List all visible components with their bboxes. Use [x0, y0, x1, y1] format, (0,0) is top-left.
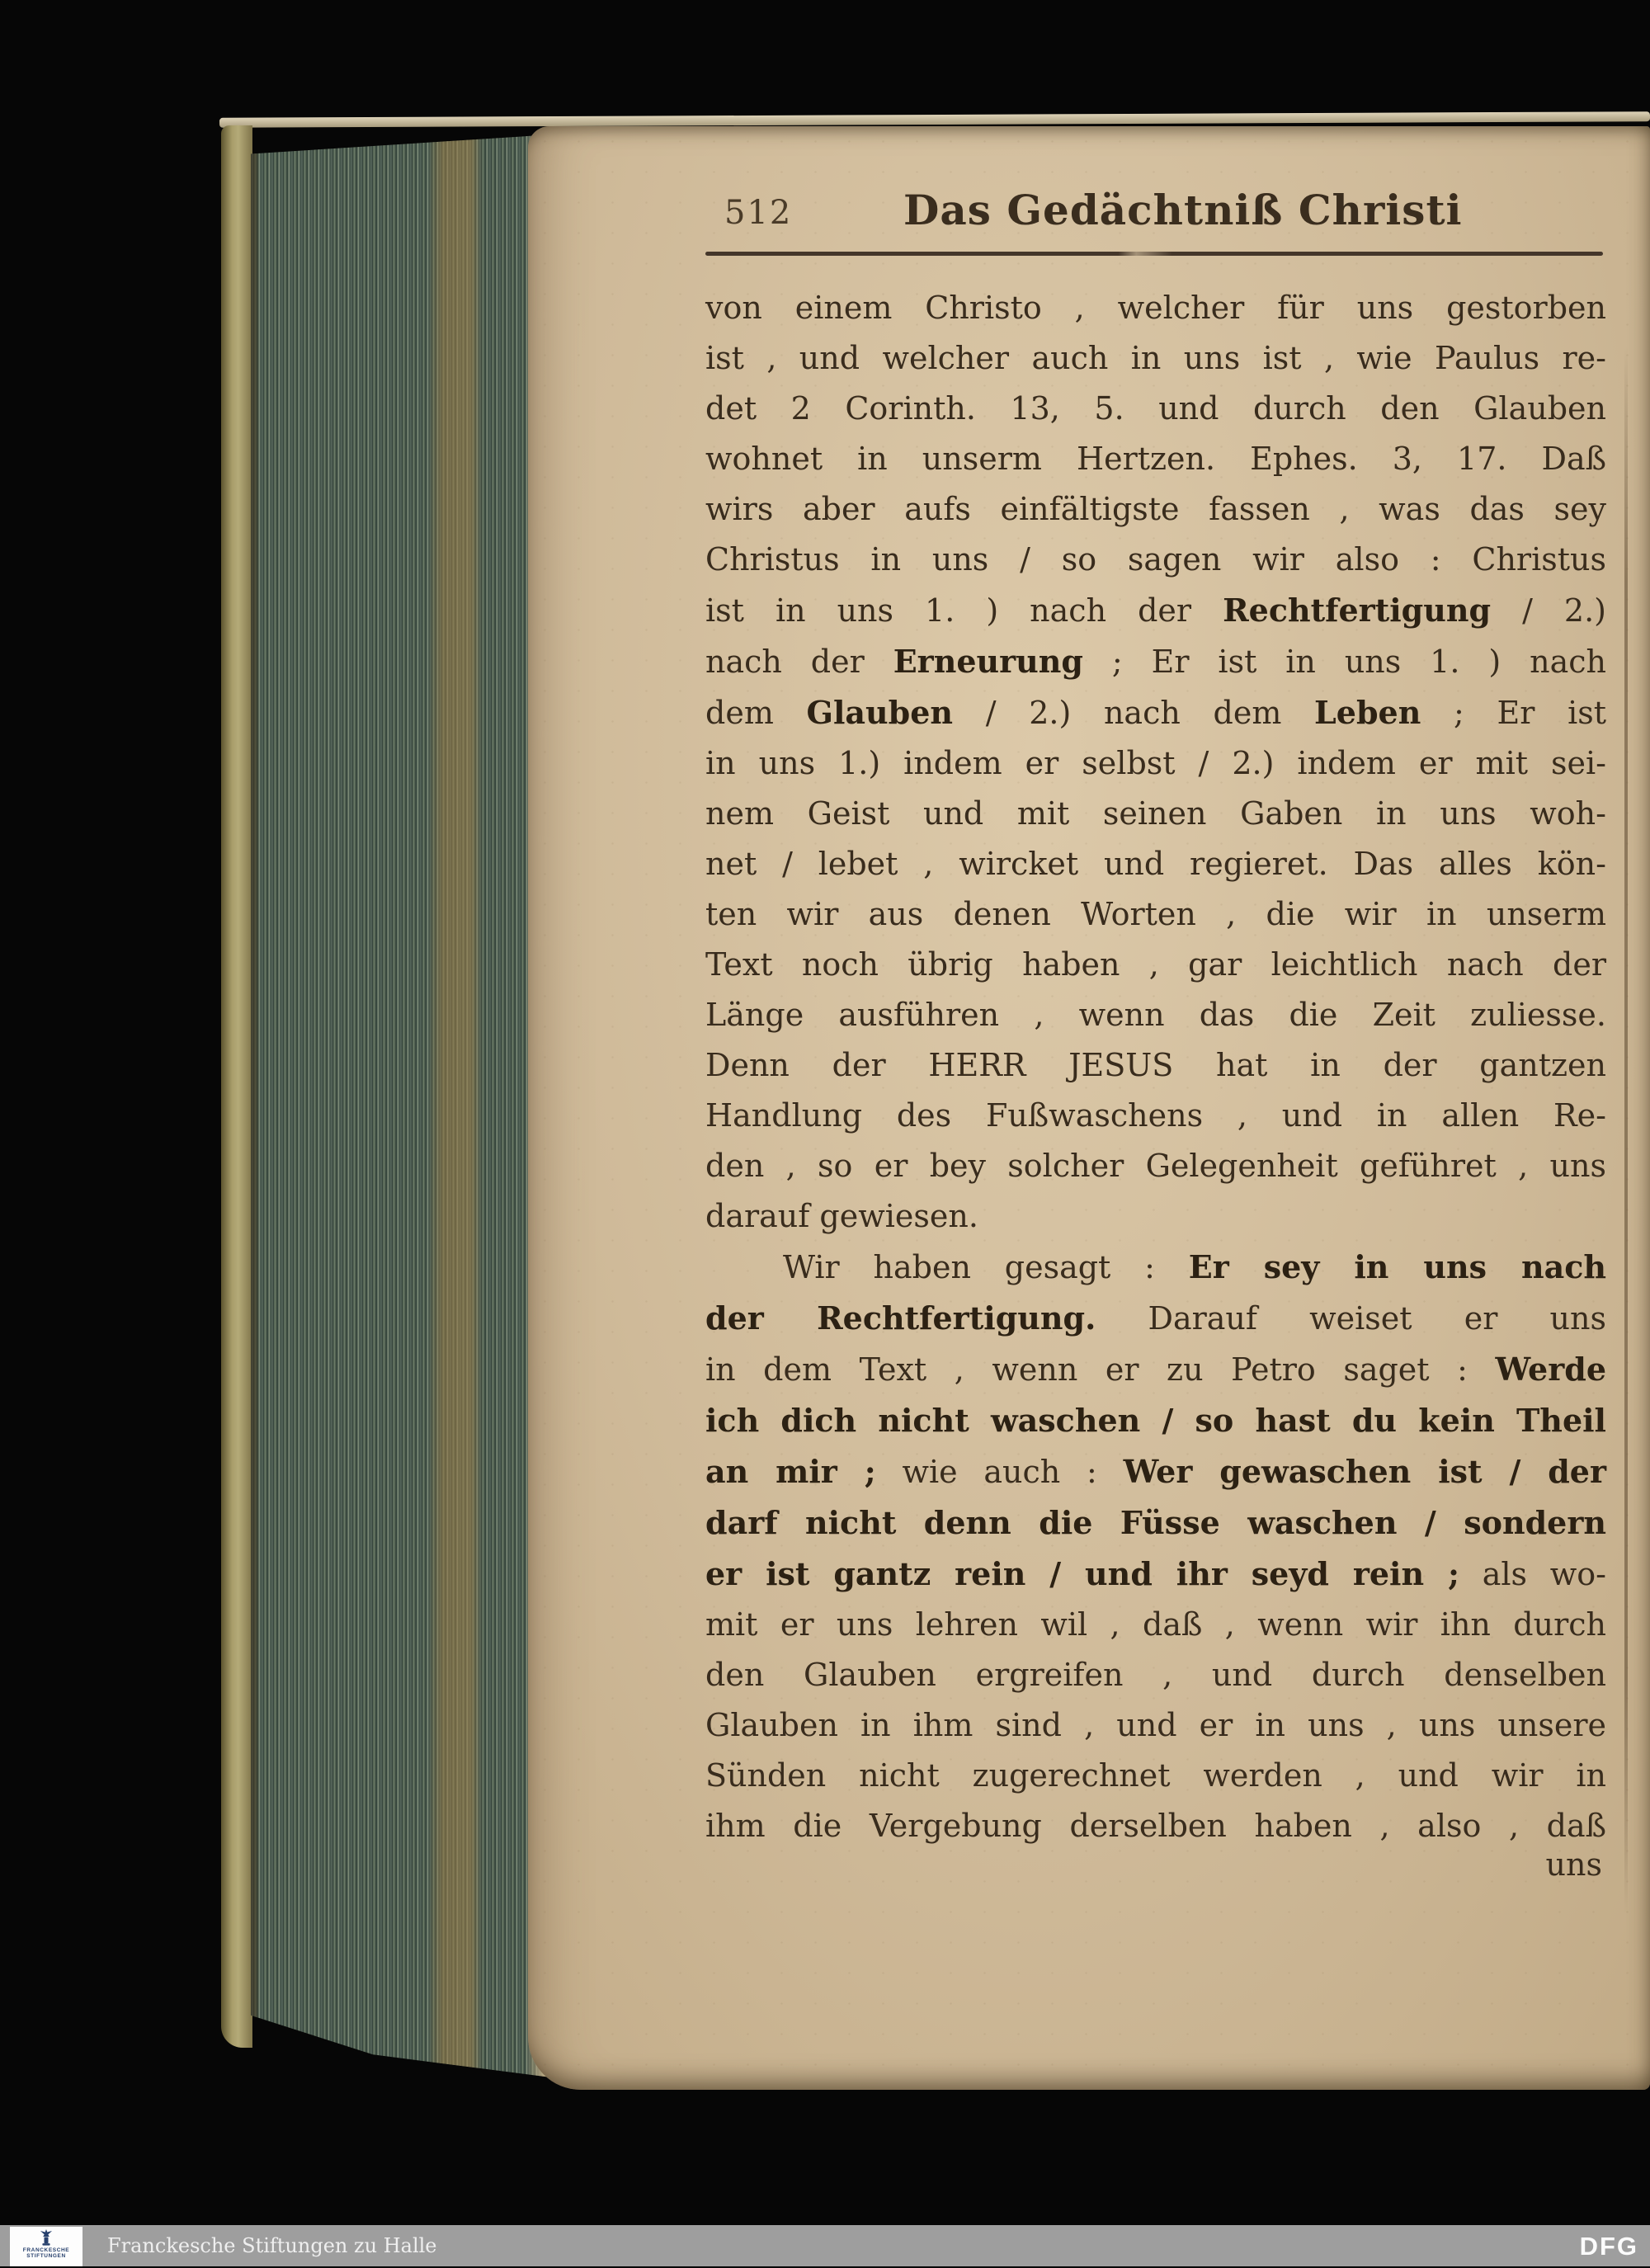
page-number: 512: [724, 194, 793, 232]
dfg-logo: DFG: [1579, 2232, 1638, 2261]
logo-caption-line1: FRANCKESCHE: [22, 2247, 70, 2253]
text-line: ist , und welcher auch in uns ist , wie Paulus re-: [705, 340, 1606, 376]
logo-caption: [23, 2247, 69, 2259]
text-line: ten wir aus denen Worten , die wir in unserm: [705, 896, 1606, 932]
running-header: Das Gedächtniß Christi: [903, 186, 1463, 234]
text-line: dem Glauben / 2.) nach dem Leben ; Er ist: [705, 694, 1606, 731]
text-line: er ist gantz rein / und ihr seyd rein ; als wo-: [705, 1555, 1607, 1592]
text-line: den Glauben ergreifen , und durch denselben: [705, 1657, 1606, 1693]
text-line: darf nicht denn die Füsse waschen / sondern: [705, 1504, 1606, 1541]
eagle-icon: [38, 2228, 54, 2247]
text-line: nach der Erneurung ; Er ist in uns 1. ) nach: [705, 643, 1606, 680]
text-line: ist in uns 1. ) nach der Rechtfertigung / 2.): [705, 592, 1606, 629]
text-line: Länge ausführen , wenn das die Zeit zuliesse.: [705, 997, 1606, 1033]
text-line: an mir ; wie auch : Wer gewaschen ist / der: [705, 1453, 1607, 1490]
gutter-crease: [1624, 347, 1628, 1914]
text-line: in uns 1.) indem er selbst / 2.) indem er mit sei-: [705, 745, 1606, 781]
book-page: [528, 126, 1650, 2090]
text-line: ihm die Vergebung derselben haben , also , daß: [705, 1808, 1606, 1844]
book-fore-edge-pages: [251, 130, 556, 2090]
text-line: mit er uns lehren wil , daß , wenn wir ihn durch: [705, 1606, 1606, 1643]
text-line: darauf gewiesen.: [705, 1198, 978, 1234]
text-line: wirs aber aufs einfältigste fassen , was das sey: [705, 491, 1606, 527]
text-line: Sünden nicht zugerechnet werden , und wir in: [705, 1757, 1606, 1794]
text-line: wohnet in unserm Hertzen. Ephes. 3, 17. Daß: [705, 441, 1606, 477]
page-header: [528, 186, 1650, 237]
text-line: Glauben in ihm sind , und er in uns , uns unsere: [705, 1707, 1606, 1743]
text-block: [705, 283, 1606, 1851]
institution-logo: [10, 2227, 82, 2266]
text-line: den , so er bey solcher Gelegenheit geführet , uns: [705, 1148, 1606, 1184]
text-line: ich dich nicht waschen / so hast du kein Theil: [705, 1402, 1606, 1439]
text-line: nem Geist und mit seinen Gaben in uns woh-: [705, 795, 1606, 832]
text-line: Denn der HERR JESUS hat in der gantzen: [705, 1047, 1606, 1083]
institution-name: Franckesche Stiftungen zu Halle: [107, 2234, 437, 2257]
text-line: net / lebet , wircket und regieret. Das alles kön-: [705, 846, 1606, 882]
catchword: uns: [1545, 1846, 1602, 1883]
text-line: Handlung des Fußwaschens , und in allen Re-: [705, 1097, 1606, 1134]
header-rule: [705, 252, 1603, 256]
text-line: Christus in uns / so sagen wir also : Christus: [705, 541, 1606, 578]
book-top-edge: [219, 111, 1650, 128]
book-cover-edge: [221, 125, 252, 2048]
text-line: det 2 Corinth. 13, 5. und durch den Glauben: [705, 390, 1606, 427]
text-line: von einem Christo , welcher für uns gestorben: [705, 290, 1606, 326]
text-line: der Rechtfertigung. Darauf weiset er uns: [705, 1299, 1607, 1337]
footer-bar: [0, 2225, 1650, 2266]
text-line: in dem Text , wenn er zu Petro saget : Werde: [705, 1351, 1606, 1388]
text-line: Wir haben gesagt : Er sey in uns nach: [783, 1248, 1606, 1285]
logo-caption-line2: STIFTUNGEN: [26, 2253, 66, 2259]
text-line: Text noch übrig haben , gar leichtlich nach der: [705, 946, 1606, 983]
